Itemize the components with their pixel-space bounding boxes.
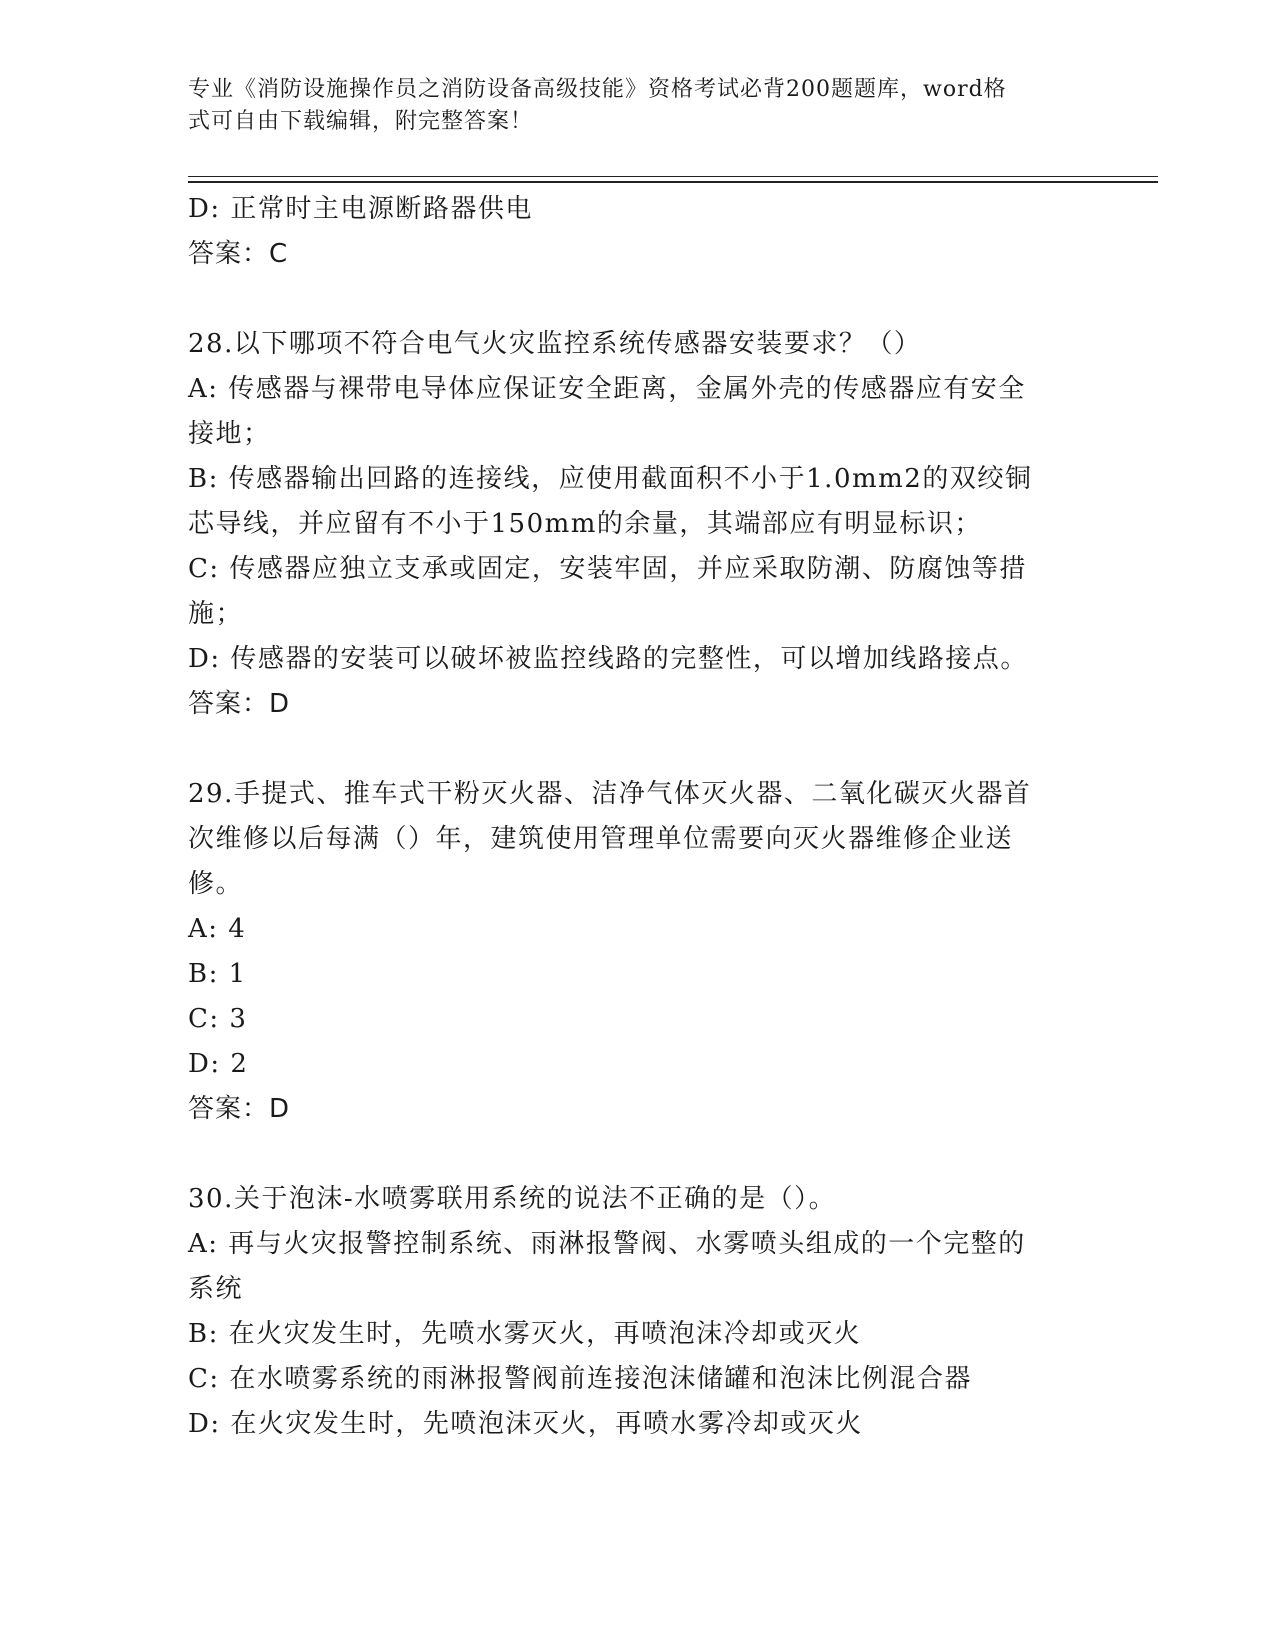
question-28	[188, 322, 1088, 727]
q29-stem-line-1: 29.手提式、推车式干粉灭火器、洁净气体灭火器、二氧化碳灭火器首	[188, 779, 1032, 809]
question-30	[188, 1177, 1088, 1447]
q28-option-c-line-2: 施；	[188, 599, 244, 629]
spacer	[188, 1132, 1088, 1177]
q29-option-b: B: 1	[188, 959, 247, 989]
header-line-2: 式可自由下载编辑，附完整答案！	[188, 109, 534, 134]
q30-option-d: D: 在火灾发生时，先喷泡沫灭火，再喷水雾冷却或灭火	[188, 1409, 863, 1439]
q29-option-d: D: 2	[188, 1049, 249, 1079]
q30-option-c: C: 在水喷雾系统的雨淋报警阀前连接泡沫储罐和泡沫比例混合器	[188, 1364, 972, 1394]
q29-option-c: C: 3	[188, 1004, 248, 1034]
header-rule-thick	[188, 181, 1158, 183]
document-header	[188, 74, 1088, 138]
q28-option-b-line-1: B: 传感器输出回路的连接线，应使用截面积不小于1.0mm2的双绞铜	[188, 464, 1033, 494]
q28-option-d: D: 传感器的安装可以破坏被监控线路的完整性，可以增加线路接点。	[188, 644, 1028, 674]
q29-stem-line-2: 次维修以后每满（）年，建筑使用管理单位需要向灭火器维修企业送	[188, 824, 1014, 854]
q29-option-a: A: 4	[188, 914, 247, 944]
q28-stem: 28.以下哪项不符合电气火灾监控系统传感器安装要求？（）	[188, 329, 922, 359]
spacer	[188, 277, 1088, 322]
document-body	[188, 187, 1088, 1447]
q30-option-b: B: 在火灾发生时，先喷水雾灭火，再喷泡沫冷却或灭火	[188, 1319, 862, 1349]
q29-stem-line-3: 修。	[188, 869, 244, 899]
q28-option-b-line-2: 芯导线，并应留有不小于150mm的余量，其端部应有明显标识；	[188, 509, 982, 539]
header-rule-thin	[188, 176, 1158, 177]
q28-option-c-line-1: C: 传感器应独立支承或固定，安装牢固，并应采取防潮、防腐蚀等措	[188, 554, 1027, 584]
q30-option-a-line-2: 系统	[188, 1274, 244, 1304]
q30-stem: 30.关于泡沫-水喷雾联用系统的说法不正确的是（）。	[188, 1184, 837, 1214]
prev-option-d: D: 正常时主电源断路器供电	[188, 194, 533, 224]
header-line-1: 专业《消防设施操作员之消防设备高级技能》资格考试必背200题题库，word格	[188, 77, 1007, 102]
spacer	[188, 727, 1088, 772]
q28-answer: 答案：D	[188, 689, 291, 719]
q28-option-a-line-2: 接地；	[188, 419, 271, 449]
q30-option-a-line-1: A: 再与火灾报警控制系统、雨淋报警阀、水雾喷头组成的一个完整的	[188, 1229, 1026, 1259]
q29-answer: 答案：D	[188, 1094, 291, 1124]
prev-answer: 答案：C	[188, 239, 289, 269]
question-29	[188, 772, 1088, 1132]
q28-option-a-line-1: A: 传感器与裸带电导体应保证安全距离，金属外壳的传感器应有安全	[188, 374, 1026, 404]
